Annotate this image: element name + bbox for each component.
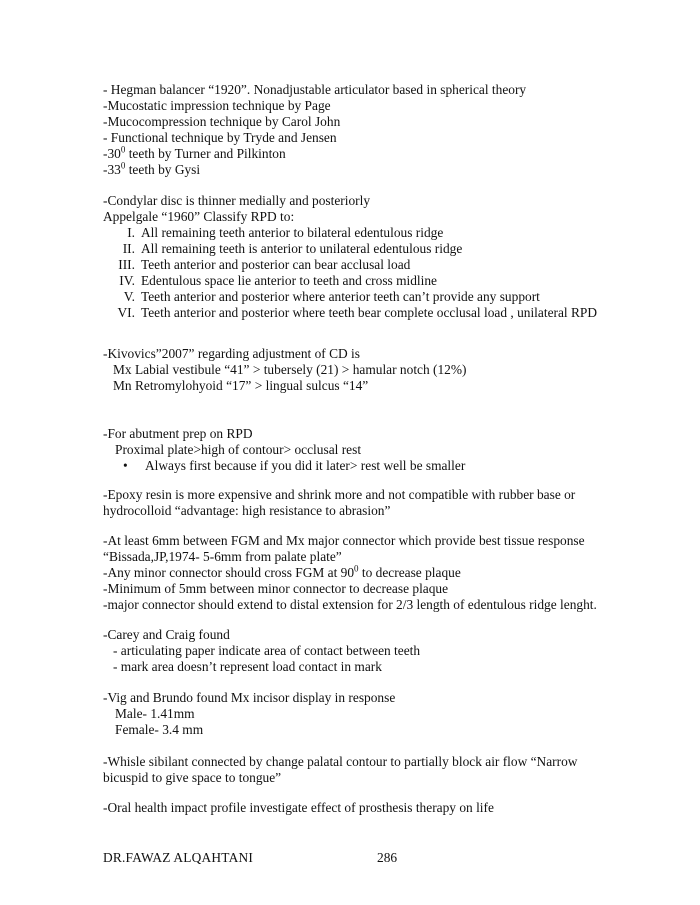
whisle-section: [103, 754, 643, 786]
list-item: [103, 273, 643, 289]
bullet-icon: •: [123, 458, 128, 473]
text-line: Mx Labial vestibule “41” > tubersely (21) > hamular notch (12%): [113, 362, 467, 377]
section-heading: -Carey and Craig found: [103, 627, 230, 642]
roman-numeral: IV.: [119, 273, 135, 288]
text-line: Male- 1.41mm: [115, 706, 195, 721]
text-line: bicuspid to give space to tongue”: [103, 770, 282, 785]
text-line: -major connector should extend to distal extension for 2/3 length of edentulous ridge lenght.: [103, 597, 597, 612]
list-item: [103, 241, 643, 257]
text-line: “Bissada,JP,1974- 5-6mm from palate plate”: [103, 549, 342, 564]
text-line: - Functional technique by Tryde and Jensen: [103, 130, 337, 145]
carey-section: [103, 627, 643, 675]
bullet-item: [103, 458, 643, 474]
text-fragment: -30: [103, 146, 121, 161]
text-line: - Hegman balancer “1920”. Nonadjustable articulator based in spherical theory: [103, 82, 527, 97]
text-line: -Mucocompression technique by Carol John: [103, 114, 341, 129]
degree-superscript: 0: [120, 160, 126, 171]
list-item-text: Teeth anterior and posterior can bear acclusal load: [141, 257, 411, 272]
text-line: [103, 146, 643, 162]
text-line: hydrocolloid “advantage: high resistance to abrasion”: [103, 503, 391, 518]
text-line: - articulating paper indicate area of contact between teeth: [113, 643, 421, 658]
author-name: DR.FAWAZ ALQAHTANI: [103, 850, 253, 865]
list-item: [103, 305, 643, 321]
degree-superscript: 0: [354, 563, 359, 574]
text-line: -Condylar disc is thinner medially and posteriorly: [103, 193, 371, 208]
roman-numeral: III.: [118, 257, 135, 272]
text-line: [103, 162, 643, 178]
text-line: Proximal plate>high of contour> occlusal rest: [115, 442, 362, 457]
history-section: [103, 82, 643, 178]
roman-numeral: I.: [127, 225, 135, 240]
roman-numeral: VI.: [117, 305, 135, 320]
text-fragment: teeth by Turner and Pilkinton: [125, 146, 286, 161]
page-number: 286: [377, 850, 398, 865]
list-item: [103, 289, 643, 305]
roman-numeral: II.: [122, 241, 135, 256]
text-line: -Epoxy resin is more expensive and shrink more and not compatible with rubber base or: [103, 487, 576, 502]
text-line: -Whisle sibilant connected by change palatal contour to partially block air flow “Narrow: [103, 754, 578, 769]
text-fragment: teeth by Gysi: [125, 162, 201, 177]
text-fragment: -Any minor connector should cross FGM at 90: [103, 565, 355, 580]
roman-numeral: V.: [123, 289, 135, 304]
list-item-text: All remaining teeth anterior to bilateral edentulous ridge: [141, 225, 444, 240]
list-item: [103, 225, 643, 241]
text-line: -Minimum of 5mm between minor connector to decrease plaque: [103, 581, 449, 596]
section-heading: -Vig and Brundo found Mx incisor display in response: [103, 690, 396, 705]
list-item-text: All remaining teeth is anterior to unilateral edentulous ridge: [141, 241, 463, 256]
list-item-text: Edentulous space lie anterior to teeth and cross midline: [141, 273, 437, 288]
text-line: -Oral health impact profile investigate effect of prosthesis therapy on life: [103, 800, 494, 815]
text-line: -Mucostatic impression technique by Page: [103, 98, 331, 113]
oral-health-section: [103, 800, 643, 816]
text-fragment: to decrease plaque: [358, 565, 461, 580]
text-line: -At least 6mm between FGM and Mx major connector which provide best tissue response: [103, 533, 585, 548]
abutment-section: [103, 426, 643, 474]
epoxy-section: [103, 487, 643, 519]
text-fragment: -33: [103, 162, 121, 177]
text-line: Female- 3.4 mm: [115, 722, 204, 737]
list-item-text: Teeth anterior and posterior where anterior teeth can’t provide any support: [141, 289, 540, 304]
text-line: Mn Retromylohyoid “17” > lingual sulcus “14”: [113, 378, 369, 393]
text-line: - mark area doesn’t represent load contact in mark: [113, 659, 382, 674]
connector-section: [103, 533, 643, 613]
vig-section: [103, 690, 643, 738]
kivovics-section: [103, 346, 643, 394]
list-item: [103, 257, 643, 273]
appelgale-section: [103, 193, 643, 321]
bullet-text: Always first because if you did it later> rest well be smaller: [145, 458, 466, 473]
section-heading: -Kivovics”2007” regarding adjustment of CD is: [103, 346, 360, 361]
section-heading: -For abutment prep on RPD: [103, 426, 253, 441]
degree-superscript: 0: [120, 144, 126, 155]
text-line: [103, 565, 643, 581]
list-item-text: Teeth anterior and posterior where teeth bear complete occlusal load , unilateral RPD: [141, 305, 598, 320]
section-heading: Appelgale “1960” Classify RPD to:: [103, 209, 295, 224]
